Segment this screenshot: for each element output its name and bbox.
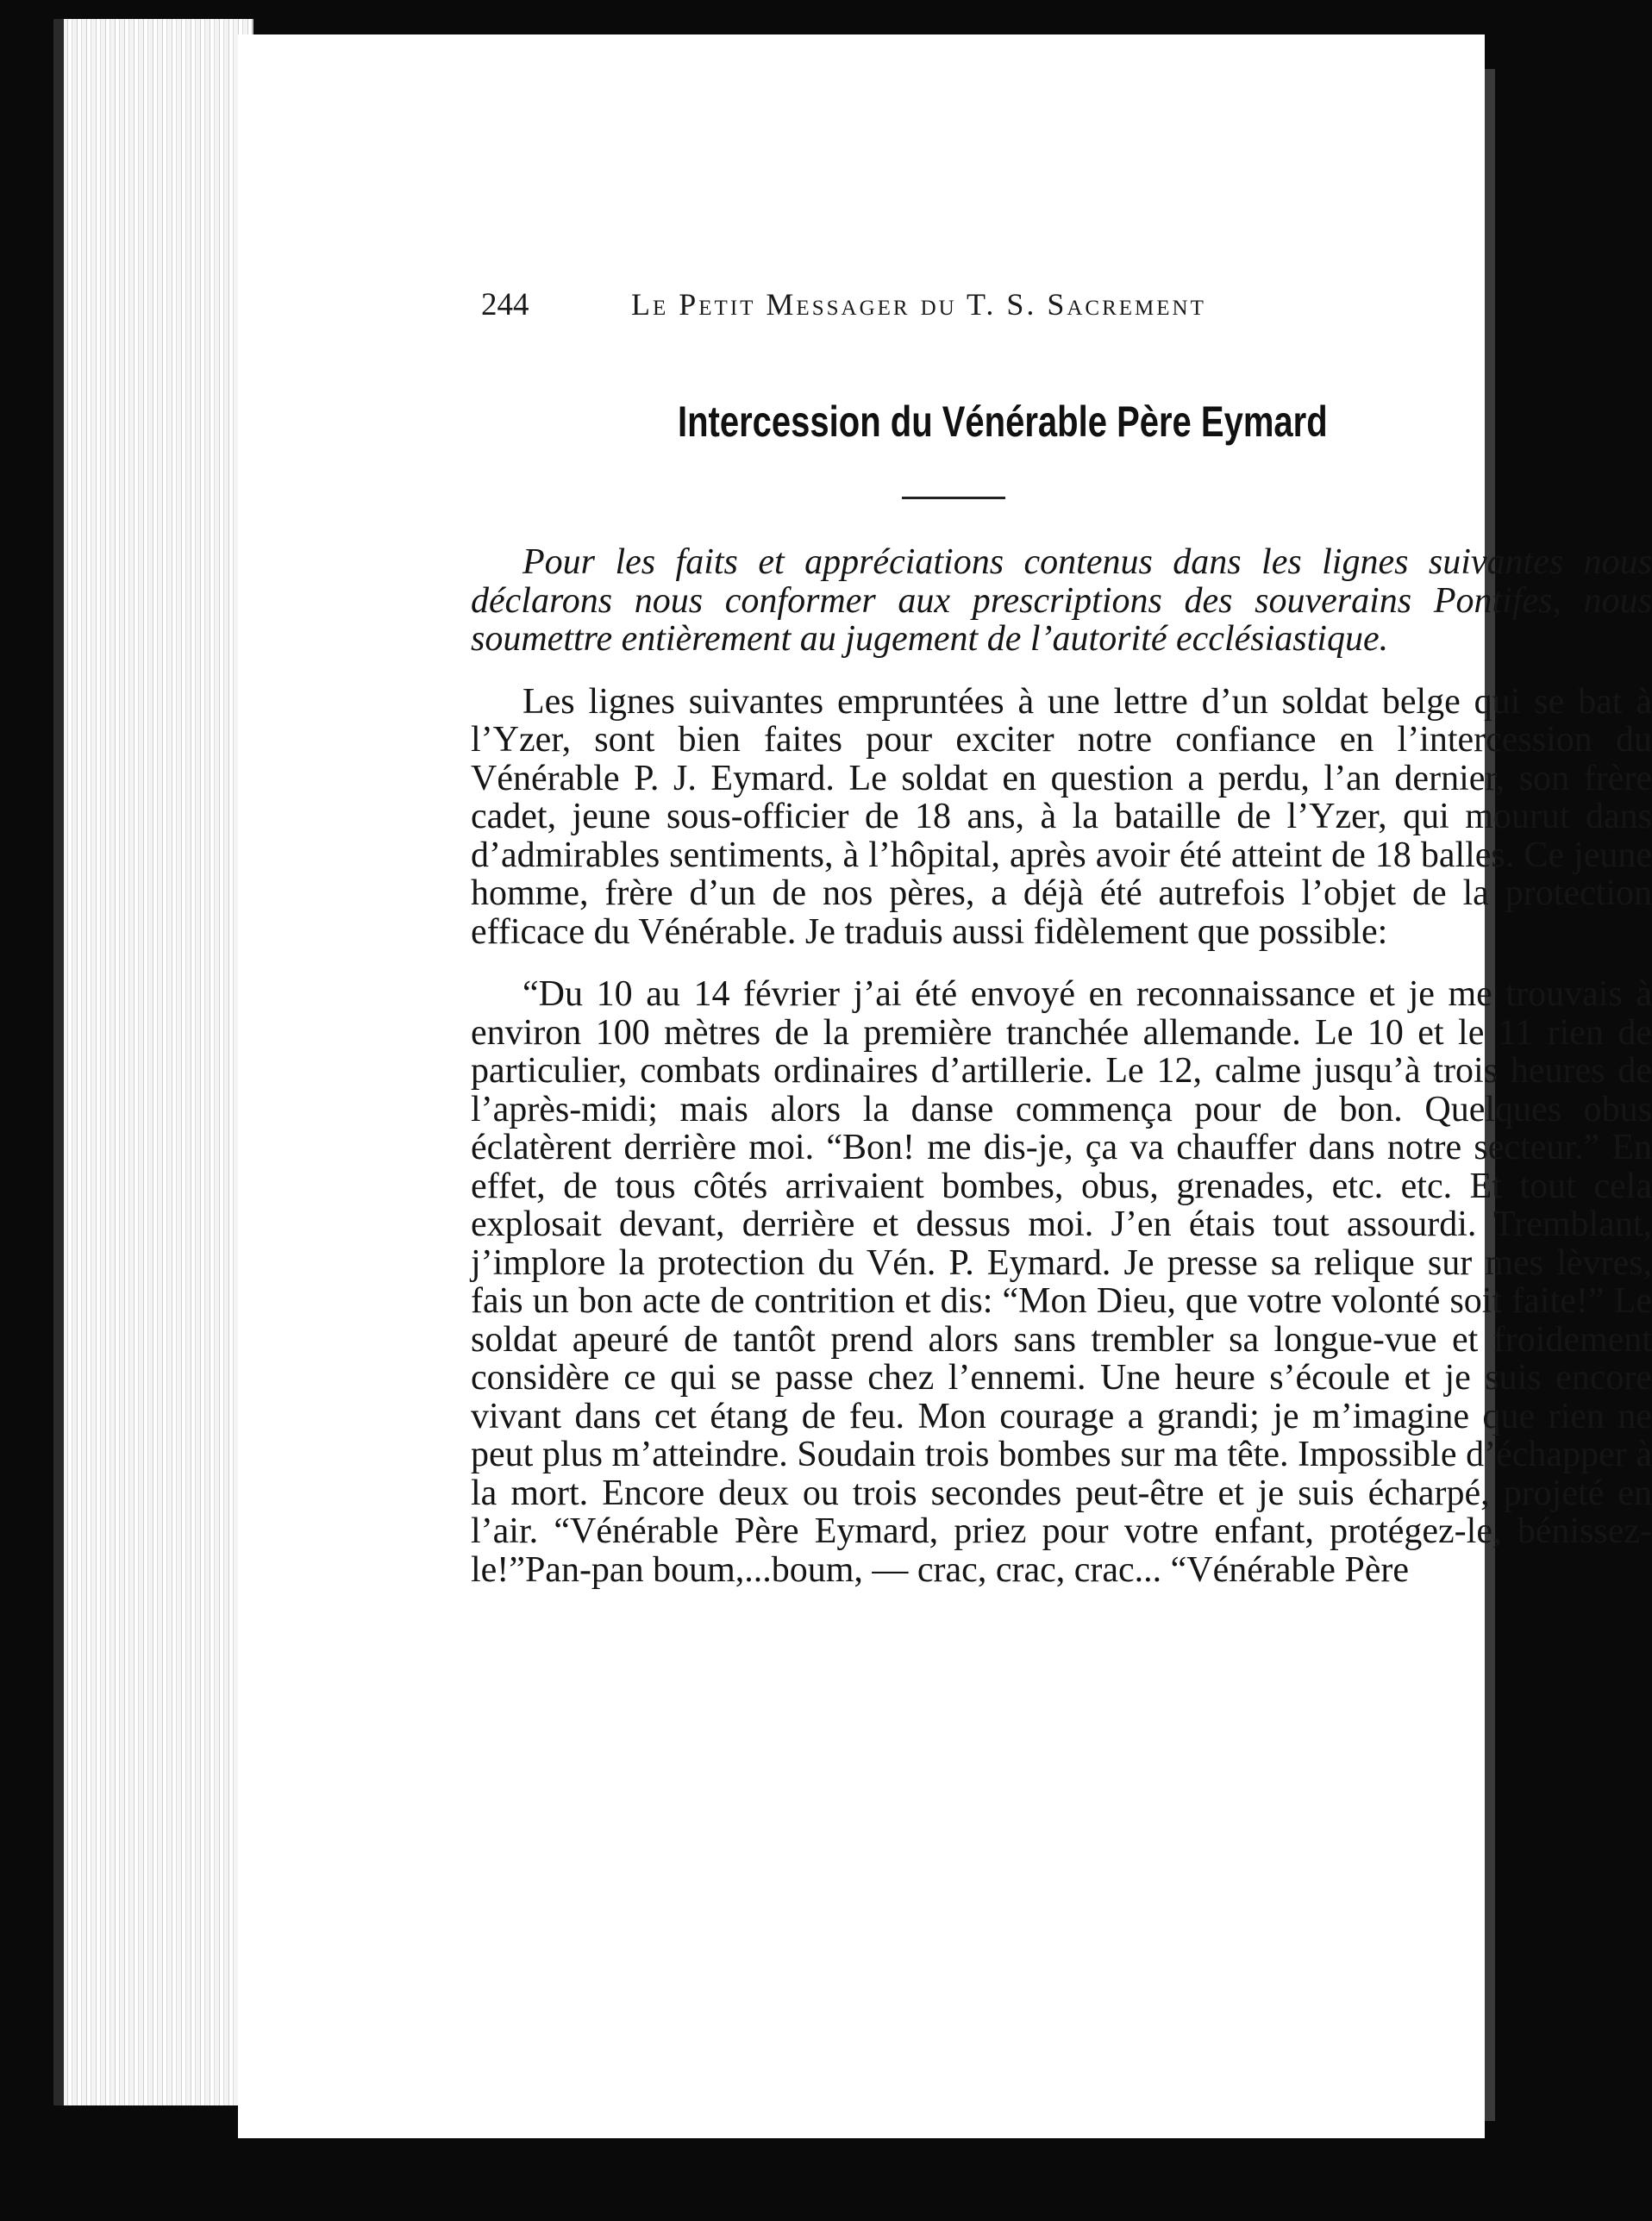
disclaimer-paragraph: Pour les faits et appréciations contenus dans les lignes suivantes nous déclarons nous conformer aux prescriptions des souverains Pontifes, nous soumettre entièrement au jugement de l’autorité ecclésiastique.: [471, 542, 1652, 659]
title-divider: [902, 497, 1005, 499]
article-title: Intercession du Vénérable Père Eymard: [678, 397, 1328, 446]
body-paragraph: “Du 10 au 14 février j’ai été envoyé en reconnaissance et je me trouvais à environ 100 mètres de la première tranchée allemande. Le 10 et le 11 rien de particulier, combats ordinaires d’artillerie. Le 12, calme jusqu’à trois heures de l’après-midi; mais alors la danse commença pour de bon. Quelques obus éclatèrent derrière moi. “Bon! me dis-je, ça va chauffer dans notre secteur.” En effet, de tous côtés arrivaient bombes, obus, grenades, etc. etc. Et tout cela explosait devant, derrière et dessus moi. J’en étais tout assourdi. Tremblant, j’implore la protection du Vén. P. Eymard. Je presse sa relique sur mes lèvres, fais un bon acte de contrition et dis: “Mon Dieu, que votre volonté soit faite!” Le soldat apeuré de tantôt prend alors sans trembler sa longue-vue et froidement considère ce qui se passe chez l’ennemi. Une heure s’écoule et je suis encore vivant dans cet étang de feu. Mon courage a grandi; je m’imagine que rien ne peut plus m’atteindre. Soudain trois bombes sur ma tête. Impossible d’échapper à la mort. Encore deux ou trois secondes peut-être et je suis écharpé, projeté en l’air. “Vénérable Père Eymard, priez pour votre enfant, protégez-le, bénissez-le!”Pan-pan boum,...boum, — crac, crac, crac... “Vénérable Père: [471, 974, 1652, 1590]
article-body: [471, 543, 1652, 1589]
body-paragraph: Les lignes suivantes empruntées à une lettre d’un soldat belge qui se bat à l’Yzer, sont bien faites pour exciter notre confiance en l’intercession du Vénérable P. J. Eymard. Le soldat en question a perdu, l’an dernier, son frère cadet, jeune sous-officier de 18 ans, à la bataille de l’Yzer, qui mourut dans d’admirables sentiments, à l’hôpital, après avoir été atteint de 18 balles. Ce jeune homme, frère d’un de nos pères, a déjà été autrefois l’objet de la protection efficace du Vénérable. Je traduis aussi fidèlement que possible:: [471, 681, 1652, 952]
page-number: 244: [481, 287, 529, 322]
book-page-edges: [53, 19, 253, 2105]
running-head: [238, 286, 1485, 338]
journal-title: Le Petit Messager du T. S. Sacrement: [631, 287, 1206, 322]
book-page: [238, 34, 1652, 2138]
